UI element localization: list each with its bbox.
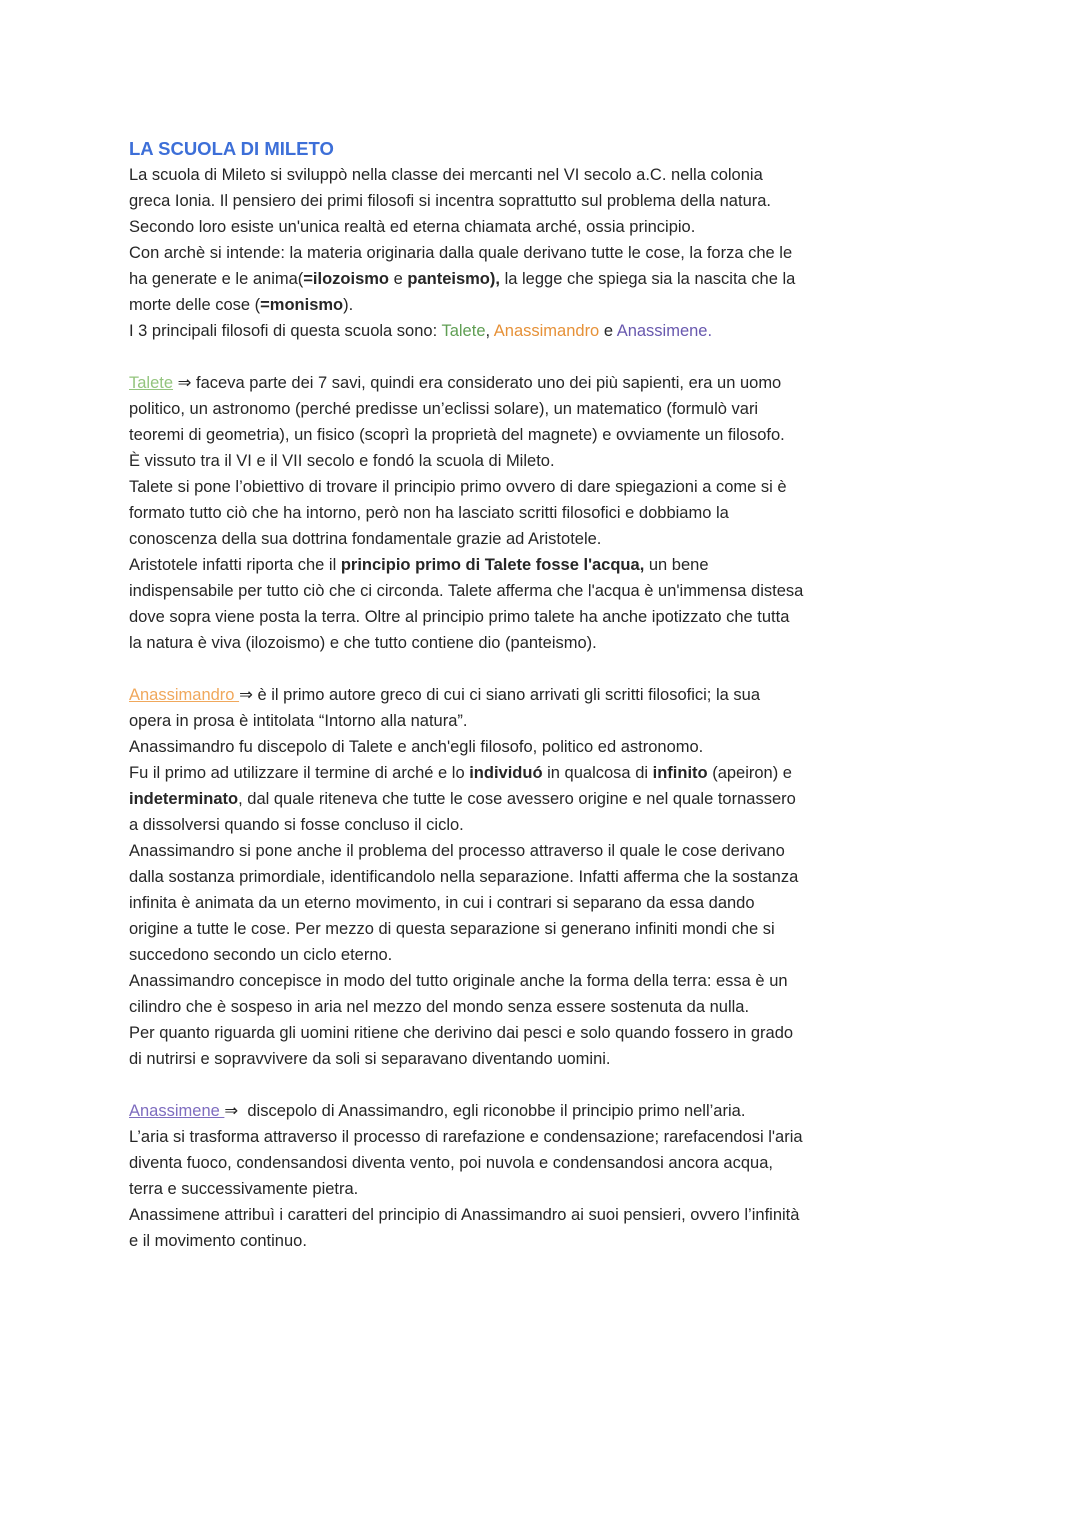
blank-line	[129, 656, 959, 682]
text-line	[129, 1228, 959, 1254]
text-run: morte delle cose (	[129, 296, 261, 314]
text-run: ,	[485, 322, 494, 340]
text-line	[129, 240, 959, 266]
text-run: ha generate e le anima(	[129, 270, 304, 288]
text-line	[129, 1176, 959, 1202]
text-line	[129, 968, 959, 994]
text-line	[129, 318, 959, 344]
text-line	[129, 1020, 959, 1046]
text-run: teoremi di geometria), un fisico (scoprì la proprietà del magnete) e ovviamente un filosofo.	[129, 426, 785, 444]
text-run: È vissuto tra il VI e il VII secolo e fondó la scuola di Mileto.	[129, 452, 555, 470]
text-run: Per quanto riguarda gli uomini ritiene che derivino dai pesci e solo quando fossero in grado	[129, 1024, 794, 1042]
text-line	[129, 708, 959, 734]
text-run: ⇒ è il primo autore greco di cui ci siano arrivati gli scritti filosofici; la sua	[239, 686, 760, 704]
text-run: infinito	[652, 764, 708, 782]
text-run: Anassimene attribuì i caratteri del principio di Anassimandro ai suoi pensieri, ovvero l’infinità	[129, 1206, 800, 1224]
text-run: dove sopra viene posta la terra. Oltre al principio primo talete ha anche ipotizzato che tutta	[129, 608, 790, 626]
text-line	[129, 370, 959, 396]
text-run: indispensabile per tutto ciò che ci circonda. Talete afferma che l'acqua è un'immensa distesa	[129, 582, 804, 600]
text-run: e	[389, 270, 408, 288]
text-run: terra e successivamente pietra.	[129, 1180, 359, 1198]
text-run: opera in prosa è intitolata “Intorno alla natura”.	[129, 712, 468, 730]
text-line	[129, 1150, 959, 1176]
text-line	[129, 1202, 959, 1228]
philosopher-name-anassimene: Anassimene.	[616, 322, 713, 340]
text-run: Secondo loro esiste un'unica realtà ed eterna chiamata arché, ossia principio.	[129, 218, 696, 236]
text-line	[129, 526, 959, 552]
philosopher-name-talete: Talete	[441, 322, 486, 340]
text-line	[129, 812, 959, 838]
text-line	[129, 474, 959, 500]
text-run: politico, un astronomo (perché predisse un’eclissi solare), un matematico (formulò vari	[129, 400, 759, 418]
text-line	[129, 630, 959, 656]
text-run: Anassimandro si pone anche il problema del processo attraverso il quale le cose derivano	[129, 842, 785, 860]
text-run: ⇒ discepolo di Anassimandro, egli riconobbe il principio primo nell’aria.	[224, 1102, 746, 1120]
text-run: Anassimandro concepisce in modo del tutto originale anche la forma della terra: essa è un	[129, 972, 788, 990]
document-body	[129, 162, 959, 1254]
text-run: ⇒ faceva parte dei 7 savi, quindi era considerato uno dei più sapienti, era un uomo	[173, 374, 782, 392]
blank-line	[129, 344, 959, 370]
text-line	[129, 786, 959, 812]
text-run: dalla sostanza primordiale, identificandolo nella separazione. Infatti afferma che la sostanza	[129, 868, 799, 886]
text-line	[129, 760, 959, 786]
text-line	[129, 162, 959, 188]
text-line	[129, 682, 959, 708]
text-line	[129, 942, 959, 968]
text-run: , dal quale riteneva che tutte le cose avessero origine e nel quale tornassero	[238, 790, 796, 808]
text-line	[129, 266, 959, 292]
text-line	[129, 448, 959, 474]
text-line	[129, 1124, 959, 1150]
text-line	[129, 552, 959, 578]
text-run: e il movimento continuo.	[129, 1232, 307, 1250]
section-heading-anassimandro: Anassimandro	[129, 686, 240, 704]
text-line	[129, 578, 959, 604]
philosopher-name-anassimandro: Anassimandro	[493, 322, 600, 340]
text-run: un bene	[644, 556, 709, 574]
text-run: I 3 principali filosofi di questa scuola sono:	[129, 322, 442, 340]
text-run: e	[599, 322, 617, 340]
text-run: di nutrirsi e sopravvivere da soli si separavano diventando uomini.	[129, 1050, 611, 1068]
text-run: a dissolversi quando si fosse concluso il ciclo.	[129, 816, 464, 834]
text-run: diventa fuoco, condensandosi diventa vento, poi nuvola e condensandosi ancora acqua,	[129, 1154, 773, 1172]
text-run: L’aria si trasforma attraverso il processo di rarefazione e condensazione; rarefacendosi l'aria	[129, 1128, 803, 1146]
text-run: La scuola di Mileto si sviluppò nella classe dei mercanti nel VI secolo a.C. nella colonia	[129, 166, 763, 184]
text-run: =ilozoismo	[303, 270, 390, 288]
text-line	[129, 1046, 959, 1072]
text-line	[129, 864, 959, 890]
text-run: succedono secondo un ciclo eterno.	[129, 946, 393, 964]
text-line	[129, 422, 959, 448]
text-run: greca Ionia. Il pensiero dei primi filosofi si incentra soprattutto sul problema della natura.	[129, 192, 772, 210]
text-line	[129, 916, 959, 942]
text-run: la legge che spiega sia la nascita che la	[499, 270, 796, 288]
text-run: principio primo di Talete fosse l'acqua,	[340, 556, 645, 574]
text-line	[129, 292, 959, 318]
text-run: =monismo	[260, 296, 344, 314]
text-run: panteismo),	[407, 270, 500, 288]
text-line	[129, 838, 959, 864]
text-line	[129, 214, 959, 240]
text-run: ).	[343, 296, 354, 314]
text-line	[129, 604, 959, 630]
text-line	[129, 994, 959, 1020]
document-content	[129, 136, 959, 1254]
text-run: formato tutto ciò che ha intorno, però non ha lasciato scritti filosofici e dobbiamo la	[129, 504, 729, 522]
text-line	[129, 734, 959, 760]
text-line	[129, 500, 959, 526]
text-run: individuó	[469, 764, 543, 782]
text-run: Anassimandro fu discepolo di Talete e anch'egli filosofo, politico ed astronomo.	[129, 738, 704, 756]
text-run: infinita è animata da un eterno movimento, in cui i contrari si separano da essa dando	[129, 894, 755, 912]
text-run: cilindro che è sospeso in aria nel mezzo del mondo senza essere sostenuta da nulla.	[129, 998, 750, 1016]
text-line	[129, 188, 959, 214]
section-heading-talete: Talete	[129, 374, 174, 392]
text-line	[129, 890, 959, 916]
document-title: LA SCUOLA DI MILETO	[129, 138, 334, 159]
text-line	[129, 1098, 959, 1124]
text-run: Fu il primo ad utilizzare il termine di arché e lo	[129, 764, 470, 782]
section-heading-anassimene: Anassimene	[129, 1102, 225, 1120]
text-run: Aristotele infatti riporta che il	[129, 556, 341, 574]
text-run: la natura è viva (ilozoismo) e che tutto contiene dio (panteismo).	[129, 634, 597, 652]
text-run: in qualcosa di	[542, 764, 653, 782]
text-run: indeterminato	[129, 790, 239, 808]
text-run: Con archè si intende: la materia originaria dalla quale derivano tutte le cose, la forza che le	[129, 244, 793, 262]
text-run: origine a tutte le cose. Per mezzo di questa separazione si generano infiniti mondi che si	[129, 920, 775, 938]
text-run: Talete si pone l’obiettivo di trovare il principio primo ovvero di dare spiegazioni a come si è	[129, 478, 787, 496]
text-run: (apeiron) e	[707, 764, 792, 782]
blank-line	[129, 1072, 959, 1098]
text-line	[129, 396, 959, 422]
text-run: conoscenza della sua dottrina fondamentale grazie ad Aristotele.	[129, 530, 602, 548]
